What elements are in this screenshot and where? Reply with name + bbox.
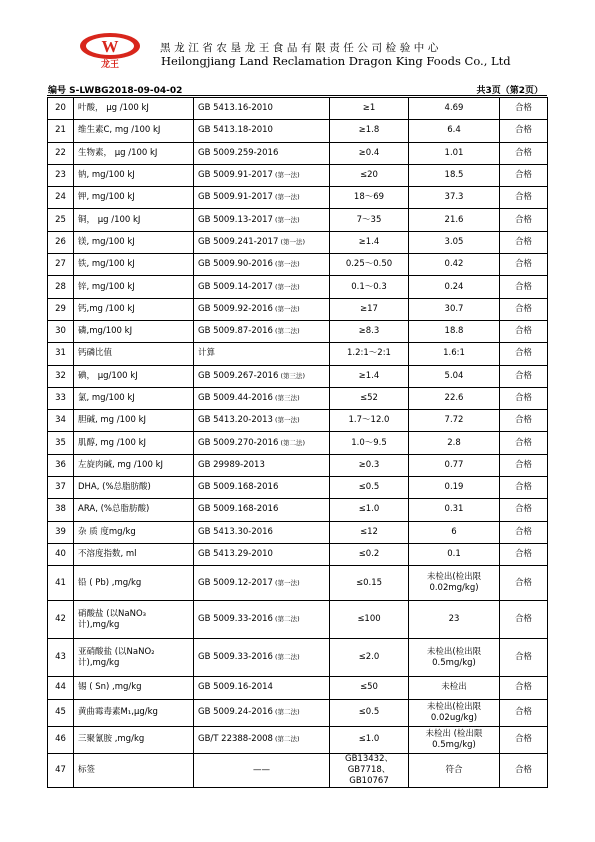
spec-limit: 0.1～0.3 xyxy=(330,276,409,298)
test-result: 未检出(检出限 0.5mg/kg) xyxy=(409,639,500,677)
table-row xyxy=(48,209,548,231)
spec-limit: 1.2:1～2:1 xyxy=(330,343,409,365)
test-result: 5.04 xyxy=(409,365,500,387)
test-result: 30.7 xyxy=(409,298,500,320)
test-item: 磷,mg/100 kJ xyxy=(74,320,194,342)
test-method xyxy=(194,699,330,726)
test-result: 0.1 xyxy=(409,543,500,565)
method-standard: GB 5009.270-2016 xyxy=(198,437,279,448)
table-row xyxy=(48,521,548,543)
verdict: 合格 xyxy=(500,699,548,726)
spec-limit: ≥17 xyxy=(330,298,409,320)
method-note: (第二法) xyxy=(272,735,300,744)
row-number: 30 xyxy=(48,320,74,342)
row-number: 21 xyxy=(48,120,74,142)
method-note: (第一法) xyxy=(272,193,300,202)
row-number: 40 xyxy=(48,543,74,565)
method-standard: GB 5413.29-2010 xyxy=(198,549,273,560)
table-row xyxy=(48,432,548,454)
method-standard: —— xyxy=(253,764,270,775)
test-method xyxy=(194,209,330,231)
method-note: (第三法) xyxy=(272,394,300,402)
row-number: 47 xyxy=(48,753,74,787)
method-standard: GB/T 22388-2008 xyxy=(198,734,273,745)
company-logo xyxy=(73,29,147,69)
method-standard: GB 5009.44-2016 xyxy=(198,393,273,403)
method-note: (第一法) xyxy=(272,578,300,587)
table-row xyxy=(48,187,548,209)
method-standard: GB 5009.267-2016 xyxy=(198,370,279,381)
spec-limit: ≥8.3 xyxy=(330,320,409,342)
test-result: 3.05 xyxy=(409,231,500,253)
test-result: 1.6:1 xyxy=(409,343,500,365)
spec-limit: ≥1.8 xyxy=(330,120,409,142)
verdict: 合格 xyxy=(500,365,548,387)
table-row xyxy=(48,231,548,253)
row-number: 45 xyxy=(48,699,74,726)
test-result: 4.69 xyxy=(409,98,500,120)
verdict: 合格 xyxy=(500,142,548,164)
spec-limit: ≤1.0 xyxy=(330,726,409,753)
row-number: 39 xyxy=(48,521,74,543)
method-note: (第一法) xyxy=(272,416,300,425)
test-item: 左旋肉碱, mg /100 kJ xyxy=(74,454,194,476)
table-row xyxy=(48,343,548,365)
test-method xyxy=(194,120,330,142)
test-result: 21.6 xyxy=(409,209,500,231)
spec-limit: ≤52 xyxy=(330,387,409,409)
test-item: 生物素， μg /100 kJ xyxy=(74,142,194,164)
row-number: 35 xyxy=(48,432,74,454)
test-method xyxy=(194,410,330,432)
spec-limit: ≤1.0 xyxy=(330,499,409,521)
test-method xyxy=(194,639,330,677)
test-result: 0.77 xyxy=(409,454,500,476)
verdict: 合格 xyxy=(500,753,548,787)
method-note: (第一法) xyxy=(272,304,300,313)
test-item: DHA, (%总脂肪酸) xyxy=(74,477,194,499)
verdict: 合格 xyxy=(500,454,548,476)
test-result: 2.8 xyxy=(409,432,500,454)
test-method xyxy=(194,231,330,253)
test-item: 三聚氰胺 ,mg/kg xyxy=(74,726,194,753)
method-standard: GB 5009.24-2016 xyxy=(198,707,273,718)
method-note: (第二法) xyxy=(272,708,300,717)
row-number: 22 xyxy=(48,142,74,164)
company-name-en: Heilongjiang Land Reclamation Dragon King Foods Co., Ltd xyxy=(161,54,511,68)
verdict: 合格 xyxy=(500,499,548,521)
test-item: 胆碱, mg /100 kJ xyxy=(74,410,194,432)
test-result: 0.24 xyxy=(409,276,500,298)
test-method xyxy=(194,432,330,454)
test-item: 不溶度指数, ml xyxy=(74,543,194,565)
test-result: 6.4 xyxy=(409,120,500,142)
test-item: 锌, mg/100 kJ xyxy=(74,276,194,298)
verdict: 合格 xyxy=(500,98,548,120)
test-method xyxy=(194,566,330,601)
test-method xyxy=(194,320,330,342)
verdict: 合格 xyxy=(500,343,548,365)
verdict: 合格 xyxy=(500,639,548,677)
spec-limit: ≤0.5 xyxy=(330,477,409,499)
row-number: 23 xyxy=(48,164,74,186)
verdict: 合格 xyxy=(500,677,548,699)
verdict: 合格 xyxy=(500,276,548,298)
table-row xyxy=(48,98,548,120)
test-method xyxy=(194,677,330,699)
table-row xyxy=(48,601,548,639)
test-method xyxy=(194,499,330,521)
method-note: (第二法) xyxy=(278,438,306,447)
test-result: 未检出(检出限 0.02mg/kg) xyxy=(409,566,500,601)
row-number: 46 xyxy=(48,726,74,753)
test-item: 肌醇, mg /100 kJ xyxy=(74,432,194,454)
spec-limit: ≥1 xyxy=(330,98,409,120)
row-number: 26 xyxy=(48,231,74,253)
test-item: 锡 ( Sn) ,mg/kg xyxy=(74,677,194,699)
test-item: 氯, mg/100 kJ xyxy=(74,387,194,409)
verdict: 合格 xyxy=(500,120,548,142)
row-number: 41 xyxy=(48,566,74,601)
company-name-cn: 黑龙江省农垦龙王食品有限责任公司检验中心 xyxy=(160,42,442,54)
spec-limit: 1.7～12.0 xyxy=(330,410,409,432)
test-result: 37.3 xyxy=(409,187,500,209)
verdict: 合格 xyxy=(500,601,548,639)
test-item: 黄曲霉毒素M₁,μg/kg xyxy=(74,699,194,726)
method-standard: GB 5009.13-2017 xyxy=(198,214,273,225)
method-note: (第一法) xyxy=(272,171,300,180)
test-method xyxy=(194,164,330,186)
method-standard: GB 5009.168-2016 xyxy=(198,504,279,515)
test-result: 0.31 xyxy=(409,499,500,521)
table-row xyxy=(48,566,548,601)
row-number: 24 xyxy=(48,187,74,209)
test-method xyxy=(194,477,330,499)
method-standard: 计算 xyxy=(198,348,216,359)
test-item: 钠, mg/100 kJ xyxy=(74,164,194,186)
table-row xyxy=(48,677,548,699)
spec-limit: ≥1.4 xyxy=(330,365,409,387)
row-number: 29 xyxy=(48,298,74,320)
table-row xyxy=(48,477,548,499)
method-note: (第一法) xyxy=(272,215,300,224)
spec-limit: ≥1.4 xyxy=(330,231,409,253)
row-number: 31 xyxy=(48,343,74,365)
test-result: 未检出 (检出限 0.5mg/kg) xyxy=(409,726,500,753)
table-row xyxy=(48,298,548,320)
row-number: 20 xyxy=(48,98,74,120)
method-standard: GB 5009.33-2016 xyxy=(198,614,273,625)
letterhead xyxy=(0,0,595,80)
test-result: 0.42 xyxy=(409,254,500,276)
spec-limit: ≥0.3 xyxy=(330,454,409,476)
test-method xyxy=(194,365,330,387)
row-number: 32 xyxy=(48,365,74,387)
table-row xyxy=(48,142,548,164)
test-item: ARA, (%总脂肪酸) xyxy=(74,499,194,521)
test-result: 1.01 xyxy=(409,142,500,164)
test-method xyxy=(194,601,330,639)
verdict: 合格 xyxy=(500,566,548,601)
test-result: 6 xyxy=(409,521,500,543)
test-item: 亚硝酸盐 (以NaNO₂ 计),mg/kg xyxy=(74,639,194,677)
row-number: 37 xyxy=(48,477,74,499)
table-row xyxy=(48,365,548,387)
spec-limit: ≤0.5 xyxy=(330,699,409,726)
test-item: 叶酸， μg /100 kJ xyxy=(74,98,194,120)
row-number: 42 xyxy=(48,601,74,639)
method-standard: GB 5009.241-2017 xyxy=(198,236,279,247)
test-method xyxy=(194,387,330,409)
verdict: 合格 xyxy=(500,387,548,409)
method-standard: GB 5413.20-2013 xyxy=(198,415,273,426)
test-item: 硝酸盐 (以NaNO₃ 计),mg/kg xyxy=(74,601,194,639)
spec-limit: ≤2.0 xyxy=(330,639,409,677)
test-item: 碘， μg/100 kJ xyxy=(74,365,194,387)
test-result: 18.5 xyxy=(409,164,500,186)
method-note: (第二法) xyxy=(272,327,300,336)
method-standard: GB 29989-2013 xyxy=(198,459,265,470)
method-standard: GB 5009.33-2016 xyxy=(198,652,273,663)
method-standard: GB 5413.18-2010 xyxy=(198,125,273,136)
test-item: 钾, mg/100 kJ xyxy=(74,187,194,209)
test-item: 杂 质 度mg/kg xyxy=(74,521,194,543)
test-item: 镁, mg/100 kJ xyxy=(74,231,194,253)
spec-limit: 0.25～0.50 xyxy=(330,254,409,276)
test-method xyxy=(194,98,330,120)
table-row xyxy=(48,726,548,753)
test-method xyxy=(194,187,330,209)
test-item: 维生素C, mg /100 kJ xyxy=(74,120,194,142)
row-number: 36 xyxy=(48,454,74,476)
test-item: 铅 ( Pb) ,mg/kg xyxy=(74,566,194,601)
verdict: 合格 xyxy=(500,543,548,565)
spec-limit: ≥0.4 xyxy=(330,142,409,164)
test-result: 0.19 xyxy=(409,477,500,499)
spec-limit: ≤0.15 xyxy=(330,566,409,601)
spec-limit: ≤100 xyxy=(330,601,409,639)
table-row xyxy=(48,276,548,298)
verdict: 合格 xyxy=(500,726,548,753)
test-method xyxy=(194,276,330,298)
table-row xyxy=(48,454,548,476)
row-number: 33 xyxy=(48,387,74,409)
test-method xyxy=(194,753,330,787)
verdict: 合格 xyxy=(500,164,548,186)
method-note: (第一法) xyxy=(278,237,306,246)
row-number: 44 xyxy=(48,677,74,699)
table-row xyxy=(48,543,548,565)
test-item: 铁, mg/100 kJ xyxy=(74,254,194,276)
test-method xyxy=(194,142,330,164)
row-number: 34 xyxy=(48,410,74,432)
header-rule xyxy=(47,95,547,96)
row-number: 43 xyxy=(48,639,74,677)
table-row xyxy=(48,164,548,186)
report-number: 编号 S-LWBG2018-09-04-02 xyxy=(48,86,183,96)
verdict: 合格 xyxy=(500,298,548,320)
spec-limit: 18～69 xyxy=(330,187,409,209)
test-method xyxy=(194,543,330,565)
method-standard: GB 5009.91-2017 xyxy=(198,170,273,181)
test-item: 钙磷比值 xyxy=(74,343,194,365)
method-standard: GB 5009.92-2016 xyxy=(198,303,273,314)
verdict: 合格 xyxy=(500,209,548,231)
verdict: 合格 xyxy=(500,410,548,432)
row-number: 28 xyxy=(48,276,74,298)
verdict: 合格 xyxy=(500,187,548,209)
method-standard: GB 5009.12-2017 xyxy=(198,577,273,588)
test-method xyxy=(194,726,330,753)
row-number: 38 xyxy=(48,499,74,521)
method-standard: GB 5009.14-2017 xyxy=(198,281,273,292)
spec-limit: GB13432、 GB7718、GB10767 xyxy=(330,753,409,787)
test-method xyxy=(194,454,330,476)
verdict: 合格 xyxy=(500,521,548,543)
test-result: 22.6 xyxy=(409,387,500,409)
svg-text:龙王: 龙王 xyxy=(100,60,120,69)
table-row xyxy=(48,499,548,521)
test-item: 钙,mg /100 kJ xyxy=(74,298,194,320)
table-row xyxy=(48,699,548,726)
test-result: 符合 xyxy=(409,753,500,787)
method-standard: GB 5009.168-2016 xyxy=(198,482,279,493)
table-row xyxy=(48,387,548,409)
method-standard: GB 5009.259-2016 xyxy=(198,147,279,158)
method-note: (第三法) xyxy=(278,371,306,380)
method-note: (第二法) xyxy=(272,615,300,624)
verdict: 合格 xyxy=(500,254,548,276)
table-row xyxy=(48,120,548,142)
table-row xyxy=(48,254,548,276)
test-results-table xyxy=(47,97,548,788)
svg-text:W: W xyxy=(101,37,119,56)
test-item: 标签 xyxy=(74,753,194,787)
method-standard: GB 5413.16-2010 xyxy=(198,103,273,114)
method-standard: GB 5009.90-2016 xyxy=(198,259,273,270)
spec-limit: ≤0.2 xyxy=(330,543,409,565)
method-standard: GB 5009.16-2014 xyxy=(198,682,273,693)
table-row xyxy=(48,320,548,342)
test-method xyxy=(194,343,330,365)
page-indicator: 共3页（第2页） xyxy=(476,86,543,96)
test-result: 未检出(检出限 0.02ug/kg) xyxy=(409,699,500,726)
verdict: 合格 xyxy=(500,432,548,454)
spec-limit: ≤20 xyxy=(330,164,409,186)
test-result: 18.8 xyxy=(409,320,500,342)
test-item: 铜， μg /100 kJ xyxy=(74,209,194,231)
test-result: 23 xyxy=(409,601,500,639)
test-method xyxy=(194,521,330,543)
test-method xyxy=(194,254,330,276)
spec-limit: 7～35 xyxy=(330,209,409,231)
spec-limit: ≤50 xyxy=(330,677,409,699)
table-row xyxy=(48,753,548,787)
table-row xyxy=(48,410,548,432)
row-number: 25 xyxy=(48,209,74,231)
verdict: 合格 xyxy=(500,320,548,342)
spec-limit: ≤12 xyxy=(330,521,409,543)
test-result: 7.72 xyxy=(409,410,500,432)
method-standard: GB 5413.30-2016 xyxy=(198,526,273,537)
method-standard: GB 5009.87-2016 xyxy=(198,326,273,337)
test-method xyxy=(194,298,330,320)
test-result: 未检出 xyxy=(409,677,500,699)
method-note: (第二法) xyxy=(272,653,300,662)
method-standard: GB 5009.91-2017 xyxy=(198,192,273,203)
verdict: 合格 xyxy=(500,231,548,253)
method-note: (第一法) xyxy=(272,260,300,269)
method-note: (第一法) xyxy=(272,282,300,291)
verdict: 合格 xyxy=(500,477,548,499)
row-number: 27 xyxy=(48,254,74,276)
spec-limit: 1.0～9.5 xyxy=(330,432,409,454)
table-row xyxy=(48,639,548,677)
